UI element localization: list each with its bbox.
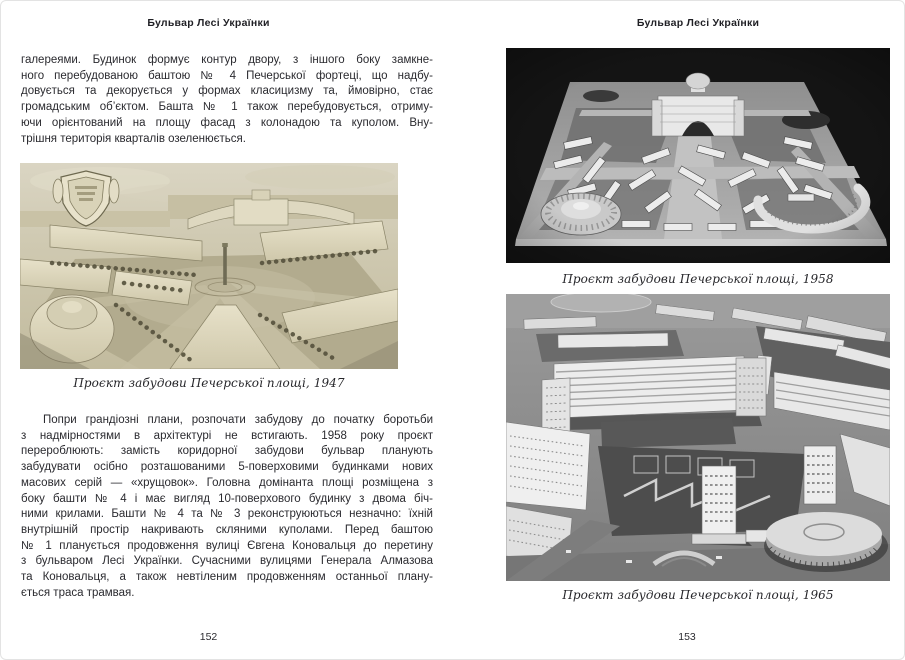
text-line: боку башти № 4 і має вигляд 10-поверхового будинку з двома біч-	[21, 492, 433, 505]
running-header: Бульвар Лесі Українки	[636, 17, 760, 29]
text-line: забудувати осібно розташованими 5-поверховими будинками нових	[21, 461, 433, 474]
page-left	[1, 1, 453, 660]
text-line: ється траса трамвая.	[21, 586, 135, 599]
page-right	[454, 1, 905, 660]
text-line: перероблюють: замість коридорної забудови бульвар планують	[21, 445, 433, 458]
figure-1965-illustration	[506, 294, 890, 581]
text-line: трішня територія кварталів озеленюється.	[21, 132, 246, 145]
figure-1947-caption: Проєкт забудови Печерської площі, 1947	[73, 376, 345, 390]
running-header: Бульвар Лесі Українки	[147, 17, 270, 29]
text-line: ними крилами. Башти № 4 та № 3 реконструюються незначно: їхній	[21, 508, 433, 521]
text-line: довується та декорується у формах класицизму та, ймовірно, стає	[21, 85, 433, 98]
figure-1958	[506, 48, 890, 286]
figure-1965-caption: Проєкт забудови Печерської площі, 1965	[562, 588, 834, 602]
text-line: громадським об’єктом. Башта № 1 також перебудовується, отриму-	[21, 101, 433, 114]
figure-1965-image	[506, 294, 890, 581]
text-line: галереями. Будинок формує контур двору, з іншого боку замкне-	[21, 54, 433, 66]
figure-1947-image	[20, 163, 398, 369]
paragraph-1	[21, 53, 433, 147]
text-line: Попри грандіозні плани, розпочати забудову до початку боротьби	[43, 414, 433, 426]
text-line: № 1 планується продовження вулиці Євгена Коновальця до перетину	[21, 539, 433, 552]
text-line: з надмірностями в архітектурі не встигають. 1958 року проєкт	[21, 429, 433, 442]
text-line: масових серій — «хрущовок». Головна домінанта площі розміщена з	[21, 476, 433, 489]
figure-1965	[506, 294, 890, 602]
figure-1947-illustration	[20, 163, 398, 369]
text-line: ючи орієнтований на площу фасад з колонадою та куполом. Вну-	[21, 116, 433, 129]
text-line: внутрішній простір накривають скляними куполами. Перед баштою	[21, 523, 433, 536]
text-line: з бульваром Лесі Українки. Сучасними вулицями Генерала Алмазова	[21, 555, 433, 568]
text-line: та Коновальця, а також невтіленим продовженням останньої плану-	[21, 571, 433, 584]
text-line: ного перебудованою баштою № 4 Печерської фортеці, що надбу-	[21, 69, 433, 82]
page-number-right: 153	[678, 631, 696, 643]
figure-1947	[20, 163, 398, 390]
figure-1958-image	[506, 48, 890, 263]
figure-1958-illustration	[506, 48, 890, 263]
figure-1958-caption: Проєкт забудови Печерської площі, 1958	[562, 272, 834, 286]
page-number-left: 152	[199, 631, 218, 643]
paragraph-2	[21, 413, 433, 601]
